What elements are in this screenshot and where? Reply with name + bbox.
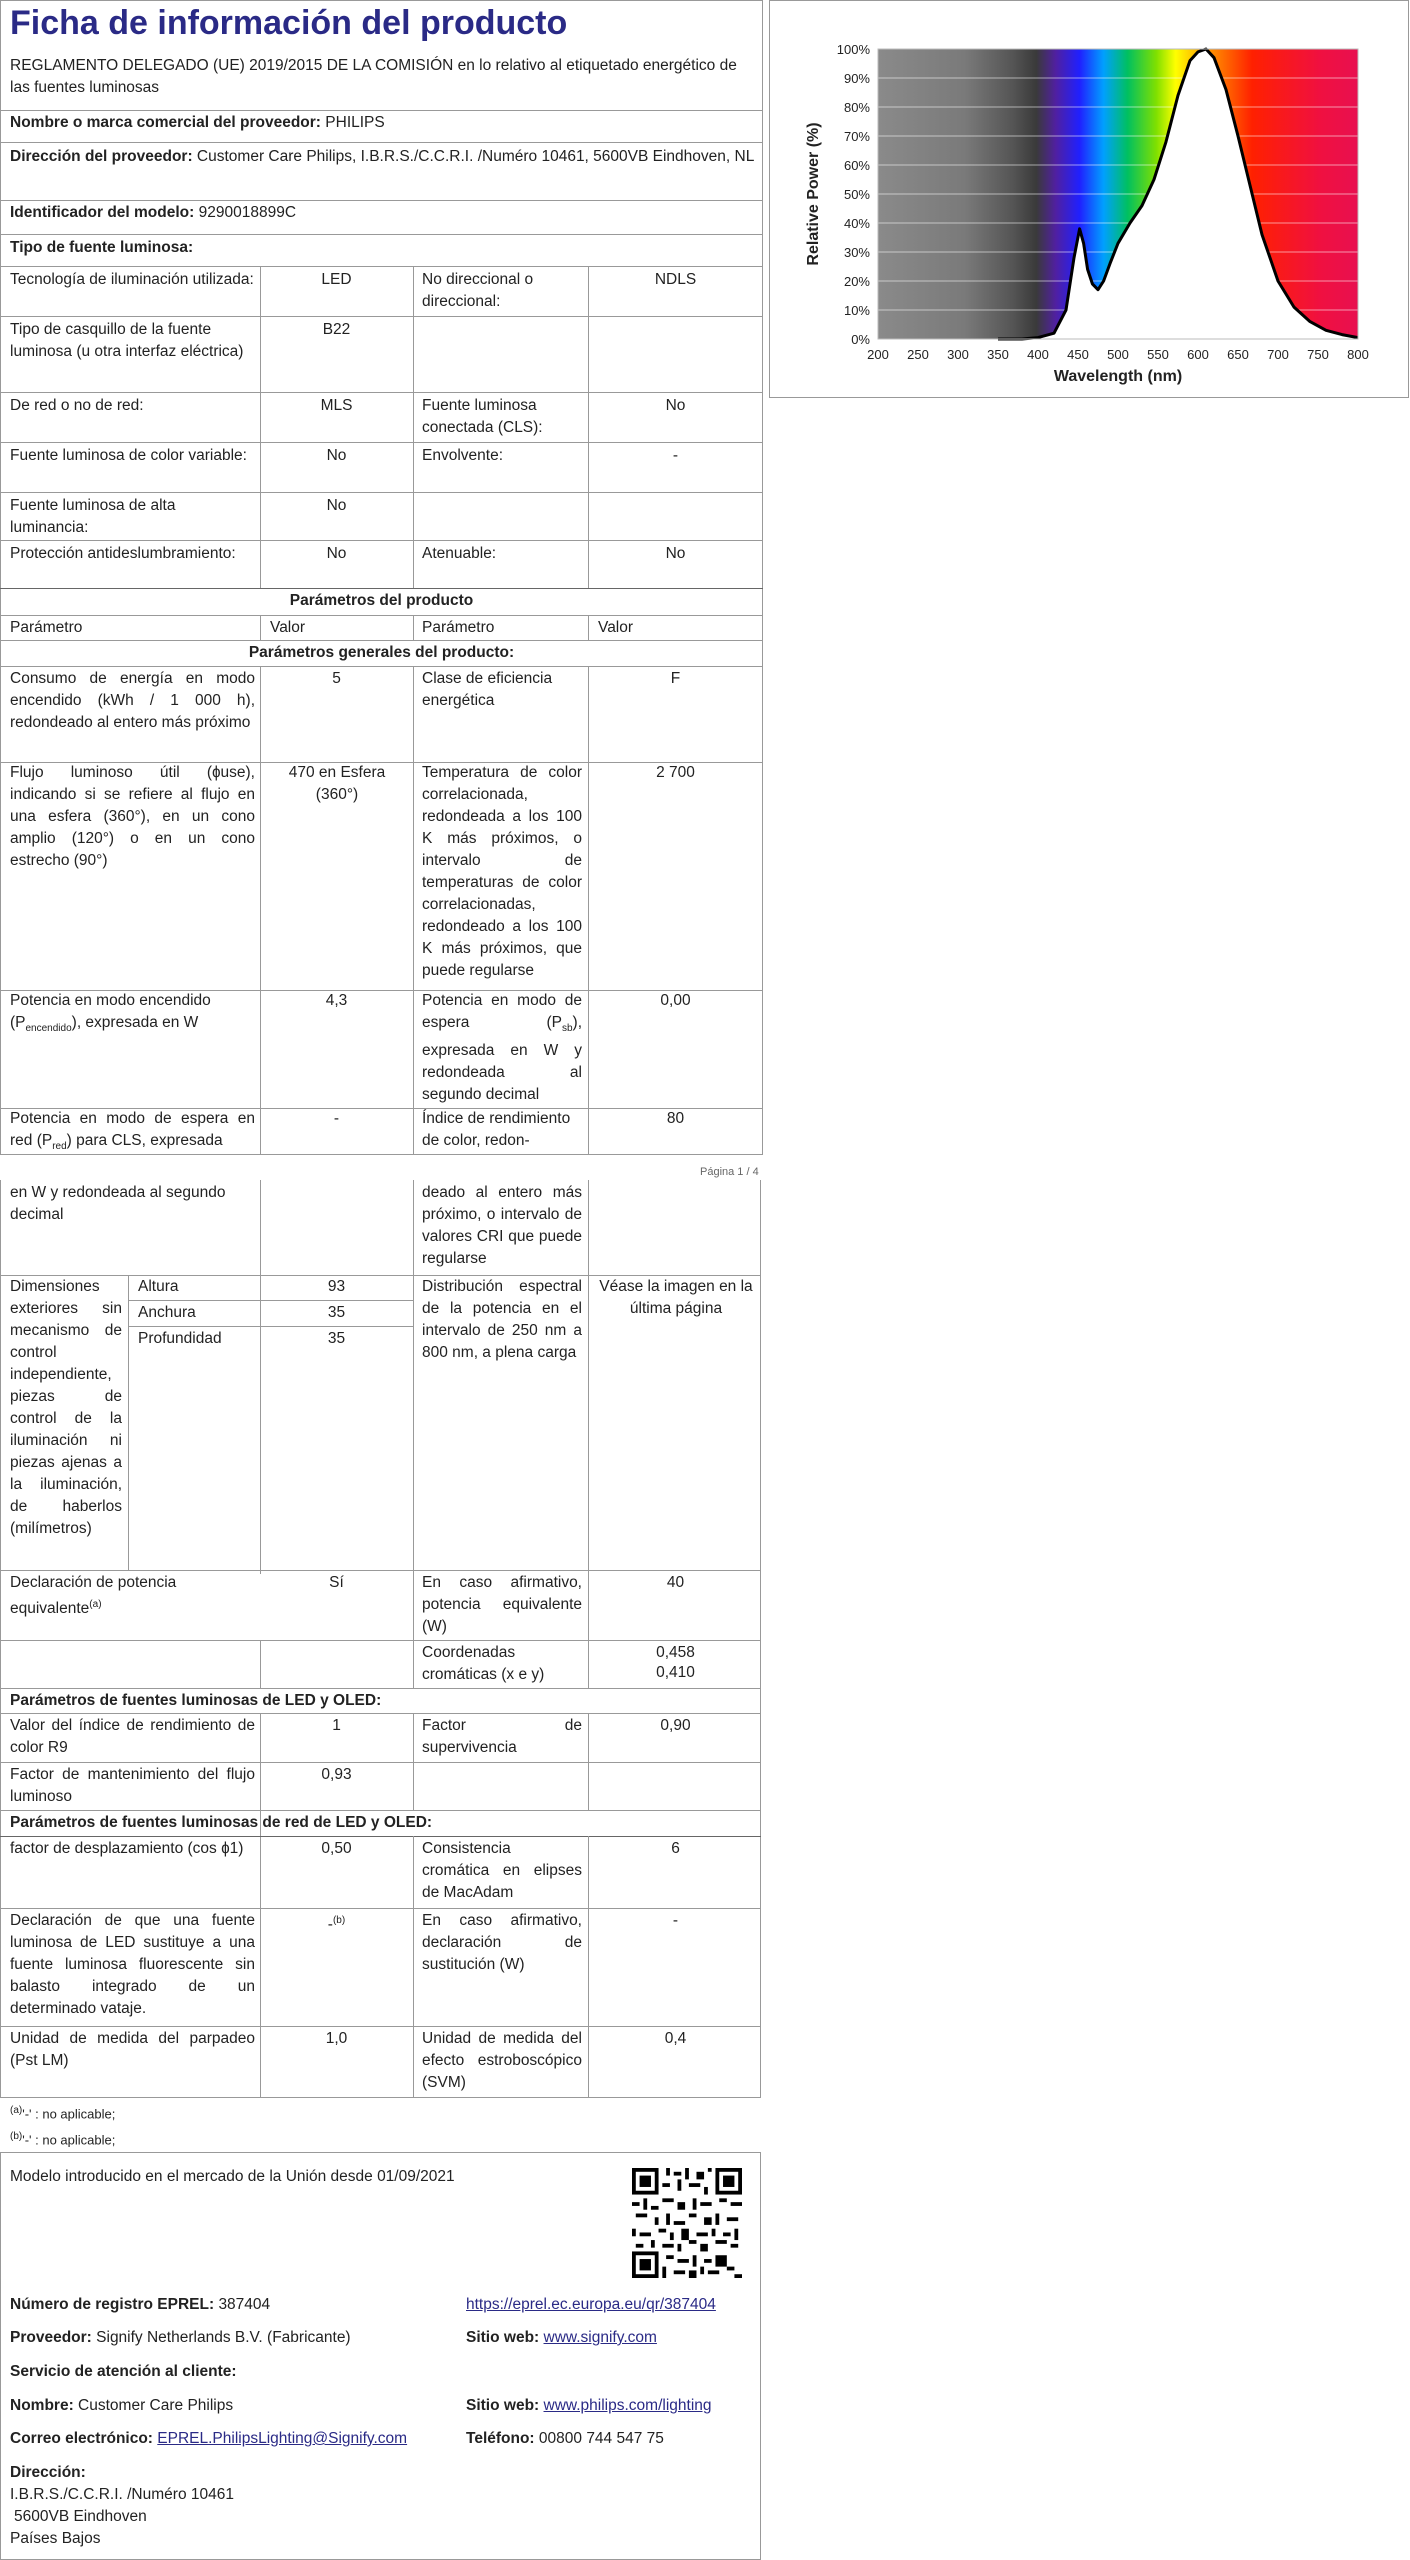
dim-height-label: Altura xyxy=(138,1278,179,1295)
row-mains-value: MLS xyxy=(320,397,353,414)
provider-value: Signify Netherlands B.V. (Fabricante) xyxy=(96,2329,351,2346)
network-standby-value: - xyxy=(333,1110,340,1127)
model-label: Identificador del modelo: xyxy=(10,204,195,221)
row-mains-label: De red o no de red: xyxy=(10,397,144,414)
y-tick-label: 10% xyxy=(843,303,870,318)
x-tick-label: 450 xyxy=(1067,347,1089,362)
network-standby-cont: en W y redondeada al segundo decimal xyxy=(10,1184,226,1223)
col-value-1: Valor xyxy=(270,619,306,636)
dim-depth-value: 35 xyxy=(327,1330,346,1347)
col-value-2: Valor xyxy=(598,619,634,636)
fluo-declaration-label: En caso afirmativo, declaración de sustitución (W) xyxy=(422,1912,582,1973)
power-on-value: 4,3 xyxy=(325,992,348,1009)
efficiency-class-value: F xyxy=(670,670,681,687)
x-tick-label: 700 xyxy=(1267,347,1289,362)
standby-label xyxy=(422,990,582,1106)
x-tick-label: 650 xyxy=(1227,347,1249,362)
maintenance-value: 0,93 xyxy=(321,1766,352,1783)
y-tick-label: 90% xyxy=(843,71,870,86)
row-cap-value: B22 xyxy=(322,321,351,338)
row-cls-value: No xyxy=(665,397,686,414)
efficiency-class-label: Clase de eficiencia energética xyxy=(422,670,553,709)
energy-consumption-label: Consumo de energía en modo encendido (kWh / 1 000 h), redondeado al entero más próximo xyxy=(10,670,255,731)
dim-height-value: 93 xyxy=(327,1278,346,1295)
y-tick-label: 0% xyxy=(851,332,870,347)
eprel-value: 387404 xyxy=(218,2296,271,2313)
luminous-flux-label: Flujo luminoso útil (ɸuse), indicando si se refiere al flujo en una esfera (360°), en un cono amplio (120°) o en un cono estrecho (90°) xyxy=(10,764,255,869)
address2-line3: Países Bajos xyxy=(10,2530,101,2547)
email-link[interactable]: EPREL.PhilipsLighting@Signify.com xyxy=(157,2430,408,2447)
row-envelope-value: - xyxy=(672,447,679,464)
mains-led-params-header: Parámetros de fuentes luminosas de red de LED y OLED: xyxy=(10,1814,433,1831)
standby-label-a: Potencia en modo de espera (P xyxy=(422,992,582,1031)
x-tick-label: 750 xyxy=(1307,347,1329,362)
network-standby-label xyxy=(10,1108,255,1158)
cos-phi-value: 0,50 xyxy=(321,1840,352,1857)
power-on-label-a: Potencia en modo encendido (P xyxy=(10,992,211,1031)
note-a-text: '-' : no aplicable; xyxy=(22,2106,116,2122)
customer-service-label: Servicio de atención al cliente: xyxy=(10,2363,237,2380)
provider-label: Proveedor: xyxy=(10,2329,92,2346)
spectrum-svg xyxy=(770,1,1410,399)
energy-consumption-value: 5 xyxy=(332,670,341,687)
model-row xyxy=(10,202,296,224)
survival-label: Factor de supervivencia xyxy=(422,1717,582,1756)
page-title: Ficha de información del producto xyxy=(10,4,568,42)
y-tick-label: 30% xyxy=(843,245,870,260)
pst-label: Unidad de medida del parpadeo (Pst LM) xyxy=(10,2030,255,2069)
address-row xyxy=(10,146,758,168)
x-tick-label: 250 xyxy=(907,347,929,362)
equiv-power-value: 40 xyxy=(666,1574,685,1591)
fluo-replacement-value-text: - xyxy=(327,1916,333,1934)
website-link[interactable]: www.signify.com xyxy=(543,2329,657,2346)
page-number: Página 1 / 4 xyxy=(700,1166,759,1178)
phone-label: Teléfono: xyxy=(466,2430,535,2447)
supplier-row xyxy=(10,112,385,134)
fluo-declaration-value: - xyxy=(672,1912,679,1929)
x-tick-label: 550 xyxy=(1147,347,1169,362)
macadam-value: 6 xyxy=(671,1840,680,1857)
x-tick-label: 300 xyxy=(947,347,969,362)
provider-row xyxy=(10,2327,351,2349)
power-on-label-sub: encendido xyxy=(25,1023,72,1035)
email-label: Correo electrónico: xyxy=(10,2430,153,2447)
y-tick-label: 60% xyxy=(843,158,870,173)
power-on-label-b: ), expresada en W xyxy=(71,1014,199,1031)
row-luminance-value: No xyxy=(326,497,347,514)
qr-code xyxy=(632,2168,742,2278)
luminous-flux-value: 470 en Esfera (360°) xyxy=(288,764,386,803)
email-row xyxy=(10,2428,407,2450)
network-standby-label-sub: red xyxy=(52,1141,67,1153)
row-dimmable-label: Atenuable: xyxy=(422,545,497,562)
survival-value: 0,90 xyxy=(660,1717,691,1734)
phone-value: 00800 744 547 75 xyxy=(538,2430,664,2447)
equiv-label xyxy=(10,1572,255,1620)
dim-width-value: 35 xyxy=(327,1304,346,1321)
regulation-text: REGLAMENTO DELEGADO (UE) 2019/2015 DE LA COMISIÓN en lo relativo al etiquetado energético de las fuentes luminosas xyxy=(10,57,737,96)
power-on-label xyxy=(10,990,255,1040)
source-type-label: Tipo de fuente luminosa: xyxy=(10,239,194,256)
row-glare-label: Protección antideslumbramiento: xyxy=(10,545,236,562)
row-directional-label: No direccional o direccional: xyxy=(422,271,534,310)
maintenance-label: Factor de mantenimiento del flujo luminoso xyxy=(10,1766,255,1805)
y-tick-label: 80% xyxy=(843,100,870,115)
x-tick-label: 600 xyxy=(1187,347,1209,362)
fluo-replacement-value xyxy=(260,1910,413,1936)
model-value: 9290018899C xyxy=(198,204,297,221)
y-tick-label: 100% xyxy=(836,42,870,57)
macadam-label: Consistencia cromática en elipses de MacAdam xyxy=(422,1840,582,1901)
supplier-label: Nombre o marca comercial del proveedor: xyxy=(10,114,321,131)
pst-value: 1,0 xyxy=(325,2030,348,2047)
spd-value: Véase la imagen en la última página xyxy=(599,1278,753,1317)
led-params-header: Parámetros de fuentes luminosas de LED y OLED: xyxy=(10,1692,382,1709)
cct-label: Temperatura de color correlacionada, redondeada a los 100 K más próximos, o intervalo de temperaturas de color correlacionadas, redondeado a los 100 K más próximos, que puede regularse xyxy=(422,764,582,979)
address-label: Dirección del proveedor: xyxy=(10,148,193,165)
eprel-row xyxy=(10,2294,270,2316)
equiv-label-sup: (a) xyxy=(89,1599,102,1610)
standby-label-sub: sb xyxy=(561,1023,573,1035)
y-tick-label: 40% xyxy=(843,216,870,231)
spd-label: Distribución espectral de la potencia en el intervalo de 250 nm a 800 nm, a plena carga xyxy=(422,1278,582,1361)
col-param-1: Parámetro xyxy=(10,619,83,636)
note-b-sup: (b) xyxy=(10,2131,23,2142)
row-tech-label: Tecnología de iluminación utilizada: xyxy=(10,271,254,288)
row-directional-value: NDLS xyxy=(654,271,697,288)
svm-value: 0,4 xyxy=(664,2030,687,2047)
address2-line1: I.B.R.S./C.C.R.I. /Numéro 10461 xyxy=(10,2486,234,2503)
website2-row xyxy=(466,2395,712,2417)
supplier-value: PHILIPS xyxy=(325,114,385,131)
dim-width-label: Anchura xyxy=(138,1304,196,1321)
market-date: Modelo introducido en el mercado de la Unión desde 01/09/2021 xyxy=(10,2168,455,2185)
params-header: Parámetros del producto xyxy=(289,592,474,609)
cct-value: 2 700 xyxy=(656,764,695,781)
name-row xyxy=(10,2395,233,2417)
y-axis-label: Relative Power (%) xyxy=(805,122,822,266)
eprel-link[interactable]: https://eprel.ec.europa.eu/qr/387404 xyxy=(466,2296,716,2313)
row-dimmable-value: No xyxy=(665,545,686,562)
eprel-label: Número de registro EPREL: xyxy=(10,2296,215,2313)
website2-label: Sitio web: xyxy=(466,2397,540,2414)
y-tick-label: 50% xyxy=(843,187,870,202)
note-b xyxy=(10,2126,115,2151)
fluo-replacement-label: Declaración de que una fuente luminosa de LED sustituye a una fuente luminosa fluorescente sin balasto integrado de un determinado vataje. xyxy=(10,1912,255,2017)
r9-label: Valor del índice de rendimiento de color R9 xyxy=(10,1717,255,1756)
standby-label-b: ), expresada en W y redondeada al segundo decimal xyxy=(422,1014,582,1104)
row-glare-value: No xyxy=(326,545,347,562)
website-label: Sitio web: xyxy=(466,2329,540,2346)
dims-label: Dimensiones exteriores sin mecanismo de control independiente, piezas de control de la iluminación ni piezas ajenas a la iluminación, de haberlos (milímetros) xyxy=(10,1278,122,1537)
cos-phi-label: factor de desplazamiento (cos ɸ1) xyxy=(10,1840,244,1857)
name-label: Nombre: xyxy=(10,2397,74,2414)
spectrum-chart xyxy=(769,0,1409,398)
x-tick-label: 500 xyxy=(1107,347,1129,362)
y-tick-label: 20% xyxy=(843,274,870,289)
cri-label: Índice de rendimiento de color, redon- xyxy=(422,1110,571,1149)
chroma-x-value: 0,458 xyxy=(656,1644,695,1661)
website-row xyxy=(466,2327,657,2349)
fluo-replacement-value-sup: (b) xyxy=(332,1915,346,1926)
network-standby-label-b: ) para CLS, expresada xyxy=(66,1132,223,1149)
address2-label: Dirección: xyxy=(10,2464,86,2481)
x-tick-label: 800 xyxy=(1347,347,1369,362)
address-value: Customer Care Philips, I.B.R.S./C.C.R.I. /Numéro 10461, 5600VB Eindhoven, NL xyxy=(196,148,755,165)
name-value: Customer Care Philips xyxy=(78,2397,234,2414)
phone-row xyxy=(466,2428,664,2450)
row-cap-label: Tipo de casquillo de la fuente luminosa (u otra interfaz eléctrica) xyxy=(10,321,244,360)
equiv-power-label: En caso afirmativo, potencia equivalente (W) xyxy=(422,1574,582,1635)
row-colour-label: Fuente luminosa de color variable: xyxy=(10,447,247,464)
col-param-2: Parámetro xyxy=(422,619,495,636)
note-b-text: '-' : no aplicable; xyxy=(22,2132,116,2148)
row-envelope-label: Envolvente: xyxy=(422,447,503,464)
standby-value: 0,00 xyxy=(660,992,691,1009)
address2-line2: 5600VB Eindhoven xyxy=(14,2508,147,2525)
row-cls-label: Fuente luminosa conectada (CLS): xyxy=(422,397,543,436)
x-tick-label: 400 xyxy=(1027,347,1049,362)
cri-value: 80 xyxy=(666,1110,685,1127)
x-tick-label: 350 xyxy=(987,347,1009,362)
row-tech-value: LED xyxy=(321,271,352,288)
row-colour-value: No xyxy=(326,447,347,464)
chroma-label: Coordenadas cromáticas (x e y) xyxy=(422,1644,545,1683)
general-params-header: Parámetros generales del producto: xyxy=(248,644,515,661)
note-a xyxy=(10,2100,115,2125)
dim-depth-label: Profundidad xyxy=(138,1330,222,1347)
page1-frame xyxy=(0,0,763,1155)
network-standby-label-a: Potencia en modo de espera en red (P xyxy=(10,1110,255,1149)
website2-link[interactable]: www.philips.com/lighting xyxy=(543,2397,712,2414)
cri-label-cont: deado al entero más próximo, o intervalo de valores CRI que puede regularse xyxy=(422,1184,582,1267)
svm-label: Unidad de medida del efecto estroboscópico (SVM) xyxy=(422,2030,582,2091)
x-axis-label: Wavelength (nm) xyxy=(1053,368,1183,385)
r9-value: 1 xyxy=(332,1717,341,1734)
row-luminance-label: Fuente luminosa de alta luminancia: xyxy=(10,497,176,536)
x-tick-label: 200 xyxy=(867,347,889,362)
y-tick-label: 70% xyxy=(843,129,870,144)
equiv-value: Sí xyxy=(329,1574,344,1591)
note-a-sup: (a) xyxy=(10,2105,23,2116)
chroma-y-value: 0,410 xyxy=(656,1664,695,1681)
equiv-label-text: Declaración de potencia equivalente xyxy=(10,1574,177,1618)
